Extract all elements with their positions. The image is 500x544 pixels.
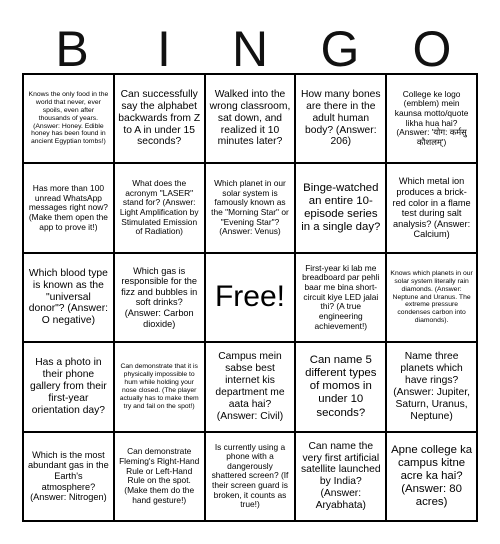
header-letter-i: I: [157, 21, 171, 77]
bingo-square[interactable]: Which gas is responsible for the fizz and bubbles in soft drinks? (Answer: Carbon dioxide): [114, 253, 205, 342]
bingo-square[interactable]: Can name the very first artificial satellite launched by India? (Answer: Aryabhata): [295, 432, 386, 521]
bingo-header: [0, 0, 500, 77]
header-letter-g: G: [320, 21, 360, 77]
bingo-card: [22, 73, 478, 522]
bingo-square[interactable]: How many bones are there in the adult human body? (Answer: 206): [295, 74, 386, 163]
header-letter-o: O: [412, 21, 452, 77]
bingo-square[interactable]: Apne college ka campus kitne acre ka hai? (Answer: 80 acres): [386, 432, 477, 521]
bingo-square[interactable]: Which metal ion produces a brick-red color in a flame test during salt analysis? (Answer: Calcium): [386, 163, 477, 252]
bingo-square[interactable]: Has more than 100 unread WhatsApp messages right now? (Make them open the app to prove it!): [23, 163, 114, 252]
bingo-square[interactable]: Binge-watched an entire 10-episode series in a single day?: [295, 163, 386, 252]
bingo-square[interactable]: Campus mein sabse best internet kis department me aata hai? (Answer: Civil): [205, 342, 296, 431]
bingo-square[interactable]: Walked into the wrong classroom, sat down, and realized it 10 minutes later?: [205, 74, 296, 163]
bingo-square[interactable]: College ke logo (emblem) mein kaunsa motto/quote likha hua hai? (Answer: 'योग: कर्मसु कौशलम्'): [386, 74, 477, 163]
bingo-square[interactable]: Can demonstrate Fleming's Right-Hand Rule or Left-Hand Rule on the spot. (Make them do the hand gesture!): [114, 432, 205, 521]
bingo-square[interactable]: Can demonstrate that it is physically impossible to hum while holding your nose closed. (The player actually has to make them try and fail on the spot!): [114, 342, 205, 431]
header-letter-n: N: [231, 21, 269, 77]
bingo-square[interactable]: Knows the only food in the world that never, ever spoils, even after thousands of years. (Answer: Honey. Edible honey has been found in ancient Egyptian tombs!): [23, 74, 114, 163]
bingo-square[interactable]: Which is the most abundant gas in the Earth's atmosphere? (Answer: Nitrogen): [23, 432, 114, 521]
bingo-square[interactable]: First-year ki lab me breadboard par pehli baar me bina short-circuit kiye LED jalai thi? (A true engineering achievement!): [295, 253, 386, 342]
header-letter-b: B: [55, 21, 89, 77]
bingo-square[interactable]: Name three planets which have rings? (Answer: Jupiter, Saturn, Uranus, Neptune): [386, 342, 477, 431]
bingo-square[interactable]: Is currently using a phone with a dangerously shattered screen? (If their screen guard is broken, it counts as true!): [205, 432, 296, 521]
bingo-square[interactable]: Which planet in our solar system is famously known as the "Morning Star" or "Evening Star"? (Answer: Venus): [205, 163, 296, 252]
free-square[interactable]: Free!: [205, 253, 296, 342]
bingo-square[interactable]: Which blood type is known as the "universal donor"? (Answer: O negative): [23, 253, 114, 342]
bingo-square[interactable]: Can successfully say the alphabet backwards from Z to A in under 15 seconds?: [114, 74, 205, 163]
bingo-square[interactable]: Has a photo in their phone gallery from their first-year orientation day?: [23, 342, 114, 431]
bingo-square[interactable]: What does the acronym "LASER" stand for? (Answer: Light Amplification by Stimulated Emission of Radiation): [114, 163, 205, 252]
bingo-square[interactable]: Knows which planets in our solar system literally rain diamonds. (Answer: Neptune and Uranus. The extreme pressure condenses carbon into diamonds).: [386, 253, 477, 342]
bingo-square[interactable]: Can name 5 different types of momos in under 10 seconds?: [295, 342, 386, 431]
